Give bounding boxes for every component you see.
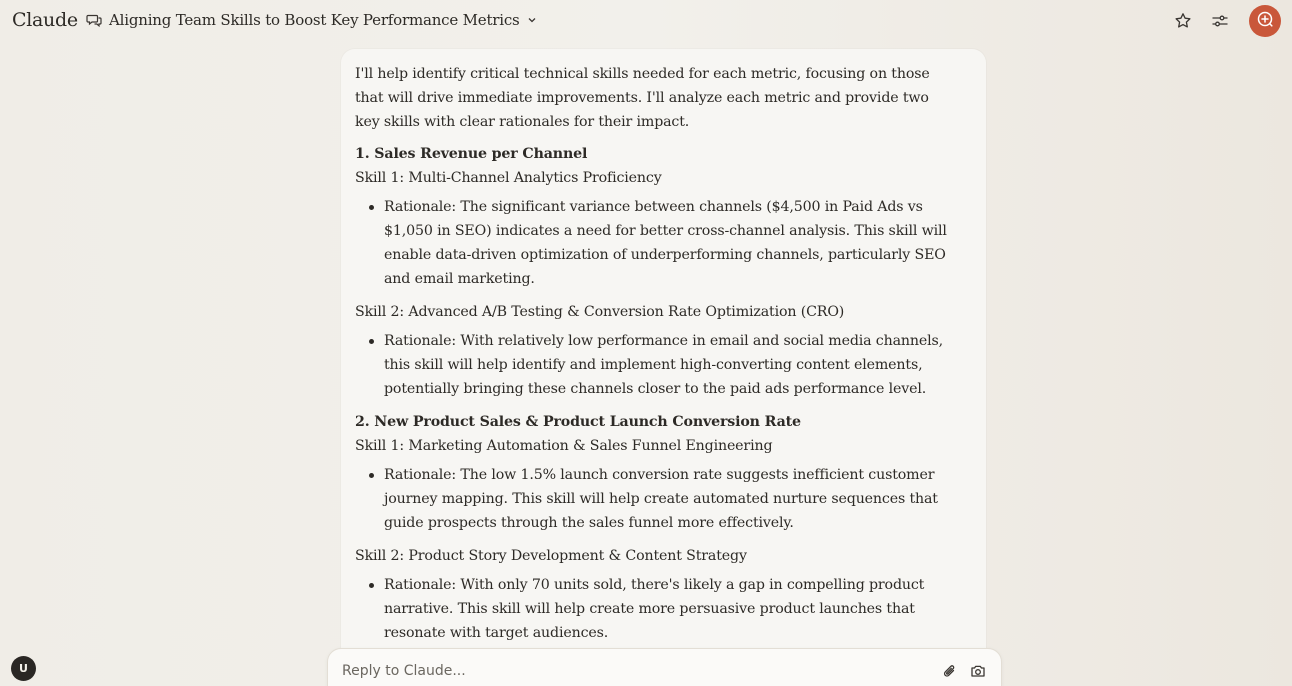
- chat-bubbles-icon: [86, 12, 102, 28]
- skill-rationale: Rationale: With relatively low performance in email and social media channels, this skill will help identify and implement high-converting content elements, potentially bringing these channels closer to the paid ads performance level.: [355, 329, 955, 401]
- star-icon[interactable]: [1172, 10, 1194, 32]
- assistant-message: [355, 62, 955, 654]
- camera-icon[interactable]: [968, 661, 988, 681]
- conversation-title: Aligning Team Skills to Boost Key Performance Metrics: [109, 11, 520, 29]
- skill-title: Skill 1: Multi-Channel Analytics Proficiency: [355, 170, 662, 186]
- skill-rationale: Rationale: With only 70 units sold, there's likely a gap in compelling product narrative. This skill will help create more persuasive product launches that resonate with target audiences.: [355, 573, 955, 645]
- new-chat-button[interactable]: [1249, 5, 1281, 37]
- conversation-title-button[interactable]: [86, 11, 537, 29]
- skill-title: Skill 2: Advanced A/B Testing & Conversion Rate Optimization (CRO): [355, 304, 845, 320]
- skill-rationale: Rationale: The significant variance between channels ($4,500 in Paid Ads vs $1,050 in SEO) indicates a need for better cross-channel analysis. This skill will enable data-driven optimization of underperforming channels, particularly SEO and email marketing.: [355, 195, 955, 291]
- skill-title: Skill 2: Product Story Development & Content Strategy: [355, 548, 747, 564]
- user-avatar[interactable]: U: [11, 656, 36, 681]
- message-intro: I'll help identify critical technical skills needed for each metric, focusing on those that will drive immediate improvements. I'll analyze each metric and provide two key skills with clear rationales for their impact.: [355, 66, 930, 130]
- reply-input[interactable]: [342, 661, 902, 681]
- top-bar: [0, 0, 1292, 42]
- skill-rationale: Rationale: The low 1.5% launch conversion rate suggests inefficient customer journey mapping. This skill will help create automated nurture sequences that guide prospects through the sales funnel more effectively.: [355, 463, 955, 535]
- skill-title: Skill 1: Marketing Automation & Sales Funnel Engineering: [355, 438, 773, 454]
- new-chat-icon: [1256, 10, 1274, 32]
- brand-logo[interactable]: Claude: [12, 9, 78, 31]
- section-heading: 1. Sales Revenue per Channel: [355, 146, 588, 162]
- section-heading: 2. New Product Sales & Product Launch Conversion Rate: [355, 414, 801, 430]
- chevron-down-icon: [527, 15, 537, 25]
- sliders-icon[interactable]: [1209, 10, 1231, 32]
- reply-box: [327, 648, 1002, 686]
- paperclip-icon[interactable]: [940, 661, 960, 681]
